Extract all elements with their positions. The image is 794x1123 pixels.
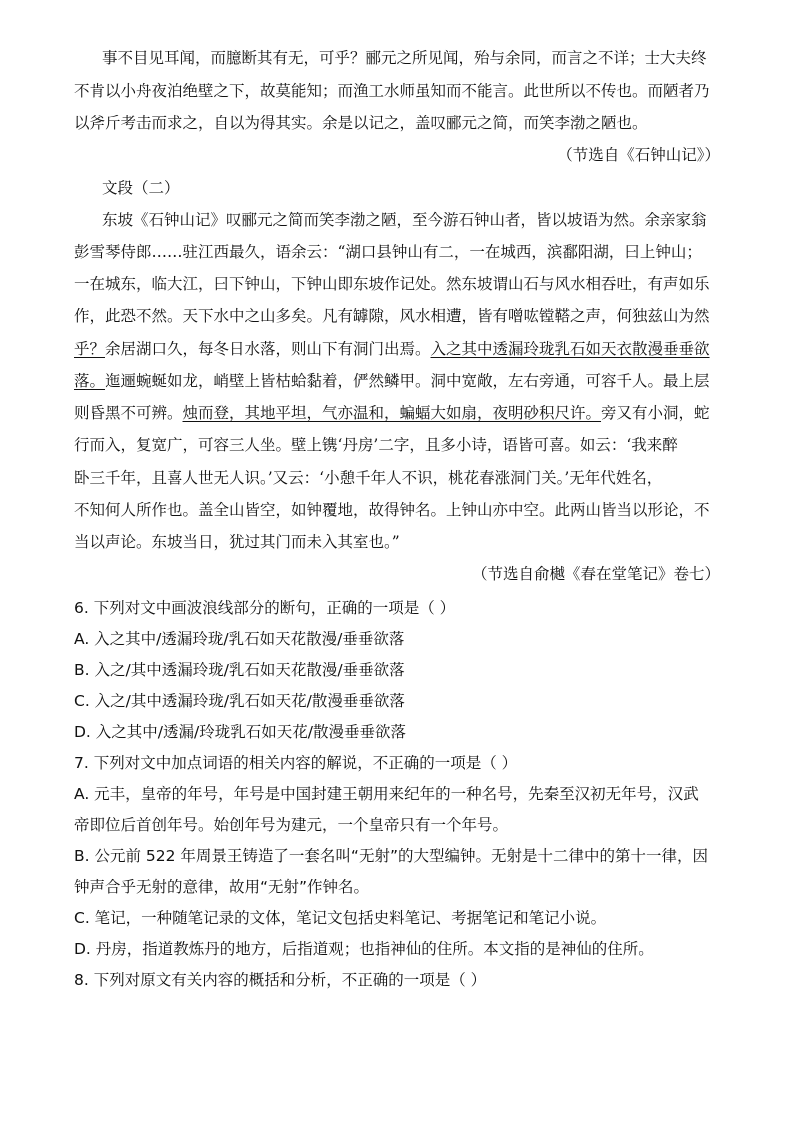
question-8: 8. 下列对原文有关内容的概括和分析，不正确的一项是（ ） xyxy=(74,971,487,989)
underlined-text: 烛而登，其地平坦，气亦温和，蝙蝠大如扇，夜明砂积尺许。 xyxy=(182,404,602,422)
passage-1-line: 事不目见耳闻，而臆断其有无，可乎？郦元之所见闻，殆与余同，而言之不详；士大夫终 xyxy=(102,49,707,67)
question-7: 7. 下列对文中加点词语的相关内容的解说，不正确的一项是（ ） xyxy=(74,754,518,772)
passage-2-line: 一在城东，临大江，曰下钟山，下钟山即东坡作记处。然东坡谓山石与风水相吞吐，有声如乐 xyxy=(74,275,710,293)
plain-text: 作，此恐不然。天下水中之山多矣。凡有罅隙，风水相遭，皆有噌吰镗鞳之声，何独兹山为然 xyxy=(74,307,710,325)
passage-2-line: 东坡《石钟山记》叹郦元之简而笑李渤之陋，至今游石钟山者，皆以坡语为然。余亲家翁 xyxy=(102,211,707,229)
passage-2-line xyxy=(74,305,724,327)
option-7d: D. 丹房，指道教炼丹的地方，后指道观；也指神仙的住所。本文指的是神仙的住所。 xyxy=(74,940,654,958)
passage-1-line: 不肯以小舟夜泊绝壁之下，故莫能知；而渔工水师虽知而不能言。此世所以不传也。而陋者乃 xyxy=(74,82,710,100)
passage-2-source: （节选自俞樾《春在堂笔记》卷七） xyxy=(471,565,720,583)
option-6a: A. 入之其中/透漏玲珑/乳石如天花散漫/垂垂欲落 xyxy=(74,630,405,648)
passage-2-line xyxy=(74,338,724,360)
option-7a: A. 元丰，皇帝的年号，年号是中国封建王朝用来纪年的一种名号，先秦至汉初无年号，汉武 xyxy=(74,785,699,803)
plain-text: 旁又有小洞，蛇 xyxy=(601,404,710,422)
underlined-text: 乎？ xyxy=(74,340,106,358)
passage-2-line: 彭雪琴侍郎……驻江西最久，语余云：“湖口县钟山有二，一在城西，滨鄱阳湖，曰上钟山； xyxy=(74,243,702,261)
option-6c: C. 入之/其中透漏玲珑/乳石如天花/散漫垂垂欲落 xyxy=(74,692,405,710)
option-7c: C. 笔记，一种随笔记录的文体，笔记文包括史料笔记、考据笔记和笔记小说。 xyxy=(74,909,607,927)
passage-2-line: 行而入，复宽广，可容三人坐。壁上镌‘丹房’二字，且多小诗，语皆可喜。如云：‘我来醉 xyxy=(74,436,678,454)
plain-text: 迤逦蜿蜒如龙，峭壁上皆枯蛤黏着，俨然鳞甲。洞中宽敞，左右旁通，可容千人。最上层 xyxy=(105,372,710,390)
passage-1-line: 以斧斤考击而求之，自以为得其实。余是以记之，盖叹郦元之简，而笑李渤之陋也。 xyxy=(74,114,648,132)
passage-2-line xyxy=(74,370,724,392)
wavy-underlined-text: 入之其中透漏玲珑乳石如天衣散漫垂垂欲 xyxy=(430,340,710,358)
option-6d: D. 入之其中/透漏/玲珑乳石如天花/散漫垂垂欲落 xyxy=(74,723,406,741)
option-7a-cont: 帝即位后首创年号。始创年号为建元，一个皇帝只有一个年号。 xyxy=(74,816,509,834)
passage-2-line: 不知何人所作也。盖全山皆空，如钟覆地，故得钟名。上钟山亦中空。此两山皆当以形论，不 xyxy=(74,501,710,519)
option-7b: B. 公元前 522 年周景王铸造了一套名叫“无射”的大型编钟。无射是十二律中的第十一律，因 xyxy=(74,847,708,865)
option-7b-cont: 钟声合乎无射的意律，故用“无射”作钟名。 xyxy=(74,878,370,896)
question-6: 6. 下列对文中画波浪线部分的断句，正确的一项是（ ） xyxy=(74,599,456,617)
passage-2-heading: 文段（二） xyxy=(102,179,180,197)
passage-2-line: 卧三千年，且喜人世无人识。’又云：‘小憩千年人不识，桃花春涨洞门关。’无年代姓名， xyxy=(74,469,663,487)
passage-2-line xyxy=(74,402,724,424)
option-6b: B. 入之/其中透漏玲珑/乳石如天花散漫/垂垂欲落 xyxy=(74,661,405,679)
passage-2-line: 当以声论。东坡当日，犹过其门而未入其室也。” xyxy=(74,533,400,551)
wavy-underlined-text: 落。 xyxy=(74,372,106,390)
plain-text: 余居湖口久，每冬日水落，则山下有洞门出焉。 xyxy=(105,340,431,358)
plain-text: 则昏黑不可辨。 xyxy=(74,404,183,422)
passage-1-source: （节选自《石钟山记》） xyxy=(557,146,720,164)
